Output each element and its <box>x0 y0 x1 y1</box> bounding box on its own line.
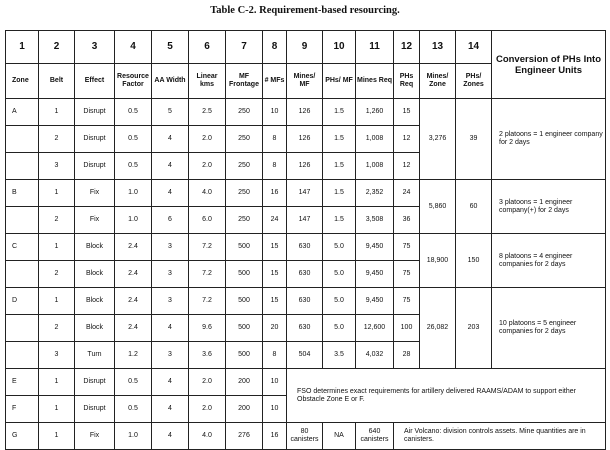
resource-factor-cell: 2.4 <box>115 288 152 315</box>
mines-per-mf-cell: 504 <box>287 342 323 369</box>
resource-factor-cell: 0.5 <box>115 153 152 180</box>
linear-kms-cell: 2.0 <box>189 153 226 180</box>
aa-width-cell: 6 <box>152 207 189 234</box>
table-row <box>6 99 606 126</box>
aa-width-cell: 3 <box>152 288 189 315</box>
effect-cell: Fix <box>75 423 115 450</box>
aa-width-cell: 4 <box>152 423 189 450</box>
phs-per-mf-cell: 5.0 <box>323 288 356 315</box>
phs-req-cell: 75 <box>394 288 420 315</box>
aa-width-cell: 5 <box>152 99 189 126</box>
col-number: 6 <box>189 31 226 64</box>
mines-req-cell: 3,508 <box>356 207 394 234</box>
belt-cell: 1 <box>39 396 75 423</box>
phs-req-cell: 15 <box>394 99 420 126</box>
col-number: 4 <box>115 31 152 64</box>
mines-req-cell: 1,008 <box>356 126 394 153</box>
col-number: 12 <box>394 31 420 64</box>
phs-per-mf-cell: 1.5 <box>323 126 356 153</box>
col-header: Effect <box>75 64 115 99</box>
mf-frontage-cell: 250 <box>226 207 263 234</box>
phs-req-cell: 28 <box>394 342 420 369</box>
col-header: Resource Factor <box>115 64 152 99</box>
mines-req-cell: 12,600 <box>356 315 394 342</box>
col-number: 14 <box>456 31 492 64</box>
zone-cell: D <box>6 288 39 315</box>
resource-factor-cell: 0.5 <box>115 126 152 153</box>
col-number: 2 <box>39 31 75 64</box>
effect-cell: Disrupt <box>75 153 115 180</box>
mf-frontage-cell: 500 <box>226 288 263 315</box>
resource-factor-cell: 0.5 <box>115 396 152 423</box>
effect-cell: Disrupt <box>75 396 115 423</box>
phs-zones-cell: 39 <box>456 99 492 180</box>
phs-req-cell: 12 <box>394 153 420 180</box>
aa-width-cell: 3 <box>152 342 189 369</box>
mfs-cell: 24 <box>263 207 287 234</box>
phs-per-mf-cell: 3.5 <box>323 342 356 369</box>
phs-zones-cell: 60 <box>456 180 492 234</box>
mf-frontage-cell: 276 <box>226 423 263 450</box>
belt-cell: 1 <box>39 423 75 450</box>
aa-width-cell: 4 <box>152 180 189 207</box>
ef-note-cell: FSO determines exact requirements for artillery delivered RAAMS/ADAM to support either Obstacle Zone E or F. <box>287 369 606 423</box>
mines-per-mf-cell: 147 <box>287 180 323 207</box>
mines-req-cell: 1,260 <box>356 99 394 126</box>
table-row <box>6 234 606 261</box>
resource-factor-cell: 2.4 <box>115 315 152 342</box>
col-header: Linear kms <box>189 64 226 99</box>
col-header: PHs/ MF <box>323 64 356 99</box>
col-number: 7 <box>226 31 263 64</box>
mines-per-mf-cell: 630 <box>287 234 323 261</box>
col-header: Zone <box>6 64 39 99</box>
resource-factor-cell: 1.0 <box>115 180 152 207</box>
linear-kms-cell: 7.2 <box>189 234 226 261</box>
conversion-header: Conversion of PHs Into Engineer Units <box>492 31 606 99</box>
mfs-cell: 15 <box>263 288 287 315</box>
zone-cell <box>6 207 39 234</box>
mines-per-mf-cell: 126 <box>287 99 323 126</box>
mines-per-mf-cell: 80 canisters <box>287 423 323 450</box>
mf-frontage-cell: 500 <box>226 234 263 261</box>
belt-cell: 1 <box>39 288 75 315</box>
column-number-row <box>6 31 606 64</box>
col-header: Mines/ MF <box>287 64 323 99</box>
resource-factor-cell: 0.5 <box>115 369 152 396</box>
mines-per-mf-cell: 126 <box>287 153 323 180</box>
mfs-cell: 8 <box>263 153 287 180</box>
belt-cell: 2 <box>39 207 75 234</box>
effect-cell: Disrupt <box>75 369 115 396</box>
col-number: 1 <box>6 31 39 64</box>
resource-factor-cell: 1.0 <box>115 423 152 450</box>
col-header: # MFs <box>263 64 287 99</box>
aa-width-cell: 4 <box>152 153 189 180</box>
zone-cell: E <box>6 369 39 396</box>
mf-frontage-cell: 500 <box>226 342 263 369</box>
aa-width-cell: 4 <box>152 315 189 342</box>
col-header: MF Frontage <box>226 64 263 99</box>
belt-cell: 3 <box>39 342 75 369</box>
phs-req-cell: 36 <box>394 207 420 234</box>
table-row <box>6 180 606 207</box>
linear-kms-cell: 4.0 <box>189 180 226 207</box>
linear-kms-cell: 2.0 <box>189 126 226 153</box>
mf-frontage-cell: 500 <box>226 315 263 342</box>
linear-kms-cell: 7.2 <box>189 288 226 315</box>
g-note-cell: Air Volcano: division controls assets. Mine quantities are in canisters. <box>394 423 606 450</box>
mines-per-mf-cell: 630 <box>287 315 323 342</box>
col-header: PHs/ Zones <box>456 64 492 99</box>
linear-kms-cell: 2.0 <box>189 396 226 423</box>
aa-width-cell: 4 <box>152 396 189 423</box>
resource-factor-cell: 1.2 <box>115 342 152 369</box>
linear-kms-cell: 9.6 <box>189 315 226 342</box>
mfs-cell: 8 <box>263 342 287 369</box>
mfs-cell: 10 <box>263 369 287 396</box>
col-number: 3 <box>75 31 115 64</box>
effect-cell: Fix <box>75 207 115 234</box>
belt-cell: 2 <box>39 261 75 288</box>
zone-cell <box>6 315 39 342</box>
phs-req-cell: 75 <box>394 234 420 261</box>
mines-per-mf-cell: 630 <box>287 288 323 315</box>
phs-per-mf-cell: 1.5 <box>323 207 356 234</box>
mines-req-cell: 9,450 <box>356 288 394 315</box>
aa-width-cell: 3 <box>152 234 189 261</box>
linear-kms-cell: 2.5 <box>189 99 226 126</box>
linear-kms-cell: 6.0 <box>189 207 226 234</box>
mines-zone-cell: 18,900 <box>420 234 456 288</box>
mf-frontage-cell: 250 <box>226 153 263 180</box>
zone-cell <box>6 261 39 288</box>
mines-req-cell: 4,032 <box>356 342 394 369</box>
belt-cell: 1 <box>39 369 75 396</box>
phs-per-mf-cell: 5.0 <box>323 315 356 342</box>
requirement-table <box>5 30 606 450</box>
col-header: AA Width <box>152 64 189 99</box>
belt-cell: 1 <box>39 234 75 261</box>
table-row <box>6 288 606 315</box>
conversion-cell: 3 platoons = 1 engineer company(+) for 2 days <box>492 180 606 234</box>
effect-cell: Turn <box>75 342 115 369</box>
phs-req-cell: 75 <box>394 261 420 288</box>
mfs-cell: 10 <box>263 396 287 423</box>
mfs-cell: 16 <box>263 180 287 207</box>
resource-factor-cell: 2.4 <box>115 261 152 288</box>
phs-req-cell: 100 <box>394 315 420 342</box>
conversion-cell: 8 platoons = 4 engineer companies for 2 days <box>492 234 606 288</box>
effect-cell: Disrupt <box>75 126 115 153</box>
phs-zones-cell: 203 <box>456 288 492 369</box>
mfs-cell: 15 <box>263 261 287 288</box>
mines-req-cell: 640 canisters <box>356 423 394 450</box>
mf-frontage-cell: 500 <box>226 261 263 288</box>
mfs-cell: 20 <box>263 315 287 342</box>
phs-per-mf-cell: 1.5 <box>323 99 356 126</box>
table-row <box>6 423 606 450</box>
mines-zone-cell: 5,860 <box>420 180 456 234</box>
linear-kms-cell: 3.6 <box>189 342 226 369</box>
linear-kms-cell: 2.0 <box>189 369 226 396</box>
aa-width-cell: 3 <box>152 261 189 288</box>
effect-cell: Disrupt <box>75 99 115 126</box>
mines-per-mf-cell: 630 <box>287 261 323 288</box>
col-number: 9 <box>287 31 323 64</box>
mf-frontage-cell: 200 <box>226 369 263 396</box>
phs-per-mf-cell: NA <box>323 423 356 450</box>
resource-factor-cell: 0.5 <box>115 99 152 126</box>
linear-kms-cell: 7.2 <box>189 261 226 288</box>
conversion-cell: 2 platoons = 1 engineer company for 2 days <box>492 99 606 180</box>
effect-cell: Block <box>75 234 115 261</box>
belt-cell: 1 <box>39 99 75 126</box>
mines-zone-cell: 3,276 <box>420 99 456 180</box>
effect-cell: Block <box>75 261 115 288</box>
phs-zones-cell: 150 <box>456 234 492 288</box>
table-caption: Table C-2. Requirement-based resourcing. <box>210 5 400 16</box>
zone-cell: A <box>6 99 39 126</box>
mf-frontage-cell: 250 <box>226 180 263 207</box>
mines-req-cell: 2,352 <box>356 180 394 207</box>
mines-per-mf-cell: 147 <box>287 207 323 234</box>
col-number: 5 <box>152 31 189 64</box>
mines-per-mf-cell: 126 <box>287 126 323 153</box>
effect-cell: Block <box>75 288 115 315</box>
zone-cell: F <box>6 396 39 423</box>
zone-cell: B <box>6 180 39 207</box>
effect-cell: Block <box>75 315 115 342</box>
phs-per-mf-cell: 5.0 <box>323 261 356 288</box>
zone-cell <box>6 342 39 369</box>
resource-factor-cell: 1.0 <box>115 207 152 234</box>
table-row <box>6 369 606 396</box>
zone-cell: C <box>6 234 39 261</box>
belt-cell: 2 <box>39 315 75 342</box>
col-number: 10 <box>323 31 356 64</box>
mfs-cell: 8 <box>263 126 287 153</box>
col-number: 11 <box>356 31 394 64</box>
mf-frontage-cell: 250 <box>226 99 263 126</box>
phs-per-mf-cell: 5.0 <box>323 234 356 261</box>
phs-per-mf-cell: 1.5 <box>323 180 356 207</box>
col-header: PHs Req <box>394 64 420 99</box>
mines-req-cell: 9,450 <box>356 234 394 261</box>
col-header: Mines Req <box>356 64 394 99</box>
zone-cell <box>6 153 39 180</box>
effect-cell: Fix <box>75 180 115 207</box>
belt-cell: 2 <box>39 126 75 153</box>
belt-cell: 3 <box>39 153 75 180</box>
belt-cell: 1 <box>39 180 75 207</box>
resource-factor-cell: 2.4 <box>115 234 152 261</box>
phs-req-cell: 12 <box>394 126 420 153</box>
col-number: 13 <box>420 31 456 64</box>
zone-cell <box>6 126 39 153</box>
col-header: Mines/ Zone <box>420 64 456 99</box>
phs-req-cell: 24 <box>394 180 420 207</box>
mf-frontage-cell: 200 <box>226 396 263 423</box>
aa-width-cell: 4 <box>152 369 189 396</box>
conversion-cell: 10 platoons = 5 engineer companies for 2 days <box>492 288 606 369</box>
linear-kms-cell: 4.0 <box>189 423 226 450</box>
mf-frontage-cell: 250 <box>226 126 263 153</box>
col-header: Belt <box>39 64 75 99</box>
mfs-cell: 10 <box>263 99 287 126</box>
mfs-cell: 15 <box>263 234 287 261</box>
aa-width-cell: 4 <box>152 126 189 153</box>
col-number: 8 <box>263 31 287 64</box>
mines-zone-cell: 26,082 <box>420 288 456 369</box>
mines-req-cell: 1,008 <box>356 153 394 180</box>
mfs-cell: 16 <box>263 423 287 450</box>
zone-cell: G <box>6 423 39 450</box>
mines-req-cell: 9,450 <box>356 261 394 288</box>
phs-per-mf-cell: 1.5 <box>323 153 356 180</box>
